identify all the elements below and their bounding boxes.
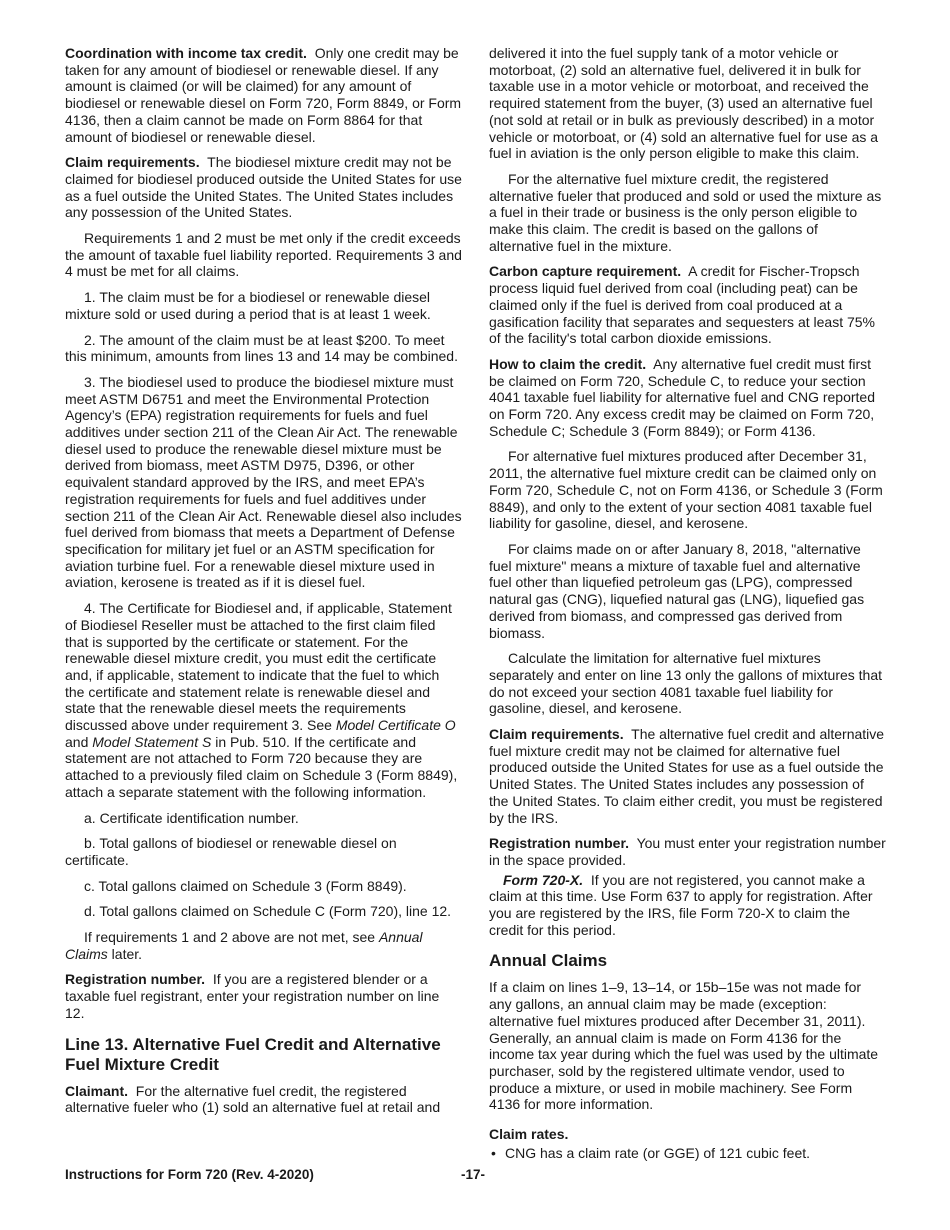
form720x-text: If you are not registered, you cannot make a claim at this time. Use Form 637 to apply for registration. After you are registered by the IRS, file Form 720-X to claim the credit for this period. [489,871,873,938]
how-to-claim-paragraph [489,356,886,440]
how-to-claim-heading: How to claim the credit. [489,355,647,372]
model-statement-s: Model Statement S [92,733,212,750]
form720x-heading: Form 720-X. [503,871,584,888]
requirement-1: 1. The claim must be for a biodiesel or renewable diesel mixture sold or used during a period that is at least 1 week. [65,289,431,322]
list-item: b. Total gallons of biodiesel or renewable diesel on certificate. [65,835,397,868]
registration-paragraph [65,971,462,1021]
mixture-credit-paragraph: For the alternative fuel mixture credit, the registered alternative fueler that produced and sold or used the mixture as a fuel in their trade or business is the only person eligible to make this claim. The credit is based on the gallons of alternative fuel in the mixture. [489,170,882,254]
after-2018-paragraph: For claims made on or after January 8, 2018, "alternative fuel mixture" means a mixture of taxable fuel and alternative fuel other than liquefied petroleum gas (LPG), compressed natural gas (CNG), liquefied natural gas (LNG), liquefied gas derived from biomass, and compressed gas derived from biomass. [489,540,865,641]
how-to-claim-text: Any alternative fuel credit must first be claimed on Form 720, Schedule C, to reduce your section 4041 taxable fuel liability for alternative fuel and CNG reported on Form 720. Any excess credit may be claimed on Form 720, Schedule C; Schedule 3 (Form 8849); or Form 4136. [489,355,875,439]
requirement-3: 3. The biodiesel used to produce the biodiesel mixture must meet ASTM D6751 and meet the Environmental Protection Agency’s (EPA) registration requirements for fuels and fuel additives under section 211 of the Clean Air Act. The renewable diesel used to produce the renewable diesel mixture must be derived from biomass, meet ASTM D975, D396, or other equivalent standard approved by the IRS, and meet EPA’s registration requirements for fuels and fuel additives under section 211 of the Clean Air Act. Renewable diesel also includes fuel derived from biomass that meets a Department of Defense specification for military jet fuel or an ASTM specification for aviation turbine fuel. For a renewable diesel mixture used in aviation, kerosene is treated as if it is diesel fuel. [65,373,462,591]
claimant-heading: Claimant. [65,1082,129,1099]
coordination-text: Only one credit may be taken for any amount of biodiesel or renewable diesel. If any amount is claimed (or will be claimed) for any amount of biodiesel or renewable diesel on Form 720, Form 8849, or Form 4136, then a claim cannot be made on Form 8864 for that amount of biodiesel or renewable diesel. [65,45,462,145]
footer-form-title: Instructions for Form 720 (Rev. 4-2020) [65,1167,314,1182]
registration-heading: Registration number. [65,971,206,988]
claim-requirements-paragraph [65,154,462,221]
right-column [489,45,886,1165]
requirement-2: 2. The amount of the claim must be at least $200. To meet this minimum, amounts from lines 13 and 14 may be combined. [65,331,458,365]
carbon-capture-text: A credit for Fischer-Tropsch process liquid fuel derived from coal (including peat) can be claimed only if the fuel is derived from coal produced at a gasification facility that separates and sequesters at least 75% of the facility's total carbon dioxide emissions. [489,263,875,347]
claim-rates-list [489,1145,886,1162]
requirement-4-part2: in Pub. 510. If the certificate and statement are not attached to Form 720 because they are attached to a previously filed claim on Schedule 3 (Form 8849), attach a separate statement with the following information. [65,733,458,800]
claimant-continued: delivered it into the fuel supply tank of a motor vehicle or motorboat, (2) sold an alternative fuel, delivered it in bulk for taxable use in a motor vehicle or motorboat, and received the required statement from the buyer, (3) used an alternative fuel (not sold at retail or in bulk as previously described) in a motor vehicle or motorboat, or (4) sold an alternative fuel for use as a fuel in aviation is the only person eligible to make this claim. [489,45,879,162]
carbon-capture-paragraph [489,263,886,347]
list-item: a. Certificate identification number. [84,809,299,826]
requirement-4-and: and [65,733,93,750]
claim-requirements-text: The biodiesel mixture credit may not be claimed for biodiesel produced outside the United States for use as a fuel outside the United States. The United States includes any possession of the United States. [65,154,462,221]
registration-text: If you are a registered blender or a taxable fuel registrant, enter your registration number on line 12. [65,971,440,1021]
claimant-text: For the alternative fuel credit, the registered alternative fueler who (1) sold an alternative fuel at retail and [65,1082,441,1116]
calculate-paragraph: Calculate the limitation for alternative fuel mixtures separately and enter on line 13 only the gallons of mixtures that do not exceed your section 4081 taxable fuel liability for gasoline, diesel, and kerosene. [489,650,883,717]
claim-requirements-text-2: The alternative fuel credit and alternative fuel mixture credit may not be claimed for alternative fuel produced outside the United States for use as a fuel outside the United States. The United States includes any possession of the United States. To claim either credit, you must be registered by the IRS. [489,726,885,826]
list-item: c. Total gallons claimed on Schedule 3 (Form 8849). [84,877,407,894]
requirement-4 [65,600,462,800]
form720x-paragraph [489,872,886,939]
claim-requirements-paragraph-2 [489,726,886,826]
list-item: • CNG has a claim rate (or GGE) of 121 cubic feet. [489,1145,886,1162]
requirements-intro: Requirements 1 and 2 must be met only if the credit exceeds the amount of taxable fuel liability reported. Requirements 3 and 4 must be met for all claims. [65,230,462,280]
registration-text-2: You must enter your registration number in the space provided. [489,835,886,868]
model-certificate-o: Model Certificate O [335,717,456,734]
list-item: d. Total gallons claimed on Schedule C (Form 720), line 12. [84,903,452,920]
page-footer [65,1167,886,1187]
registration-paragraph-2 [489,835,886,868]
coordination-heading: Coordination with income tax credit. [65,45,307,61]
page-number: -17- [461,1167,486,1182]
coordination-paragraph [65,45,462,145]
claim-requirements-heading: Claim requirements. [65,154,200,171]
left-column [65,45,462,1125]
claimant-paragraph [65,1083,462,1116]
claim-requirements-heading-2: Claim requirements. [489,726,624,743]
annual-claims-heading: Annual Claims [489,951,608,971]
requirement-4-part1: 4. The Certificate for Biodiesel and, if applicable, Statement of Biodiesel Reseller must be attached to the first claim filed that is supported by the certificate or statement. For the renewable diesel mixture credit, you must edit the certificate and, if applicable, statement to indicate that the fuel to which the certificate and statement relate is renewable diesel and state that the renewable diesel meets the requirements discussed above under requirement 3. See [65,600,452,734]
after-2011-paragraph: For alternative fuel mixtures produced after December 31, 2011, the alternative fuel mixture credit can be claimed only on Form 720, Schedule C, not on Form 4136, or Schedule 3 (Form 8849), and only to the extent of your section 4081 taxable fuel liability for gasoline, diesel, and kerosene. [489,448,883,532]
not-met-text: If requirements 1 and 2 above are not met, see [84,929,379,946]
annual-claims-reference: Annual Claims [65,929,423,962]
requirements-not-met [65,929,462,962]
registration-heading-2: Registration number. [489,835,630,852]
annual-claims-text: If a claim on lines 1–9, 13–14, or 15b–15e was not made for any gallons, an annual claim may be made (exception: alternative fuel mixtures produced after December 31, 2011). Generally, an annual claim is made on Form 4136 for the income tax year during which the fuel was used by the ultimate purchaser, sold by the registered ultimate vendor, used to produce a mixture, or used in mobile machinery. See Form 4136 for more information. [489,979,879,1113]
not-met-tail: later. [107,945,143,962]
line13-heading: Line 13. Alternative Fuel Credit and Alternative Fuel Mixture Credit [65,1034,441,1074]
claim-rates-heading: Claim rates. [489,1126,569,1143]
carbon-capture-heading: Carbon capture requirement. [489,263,682,280]
